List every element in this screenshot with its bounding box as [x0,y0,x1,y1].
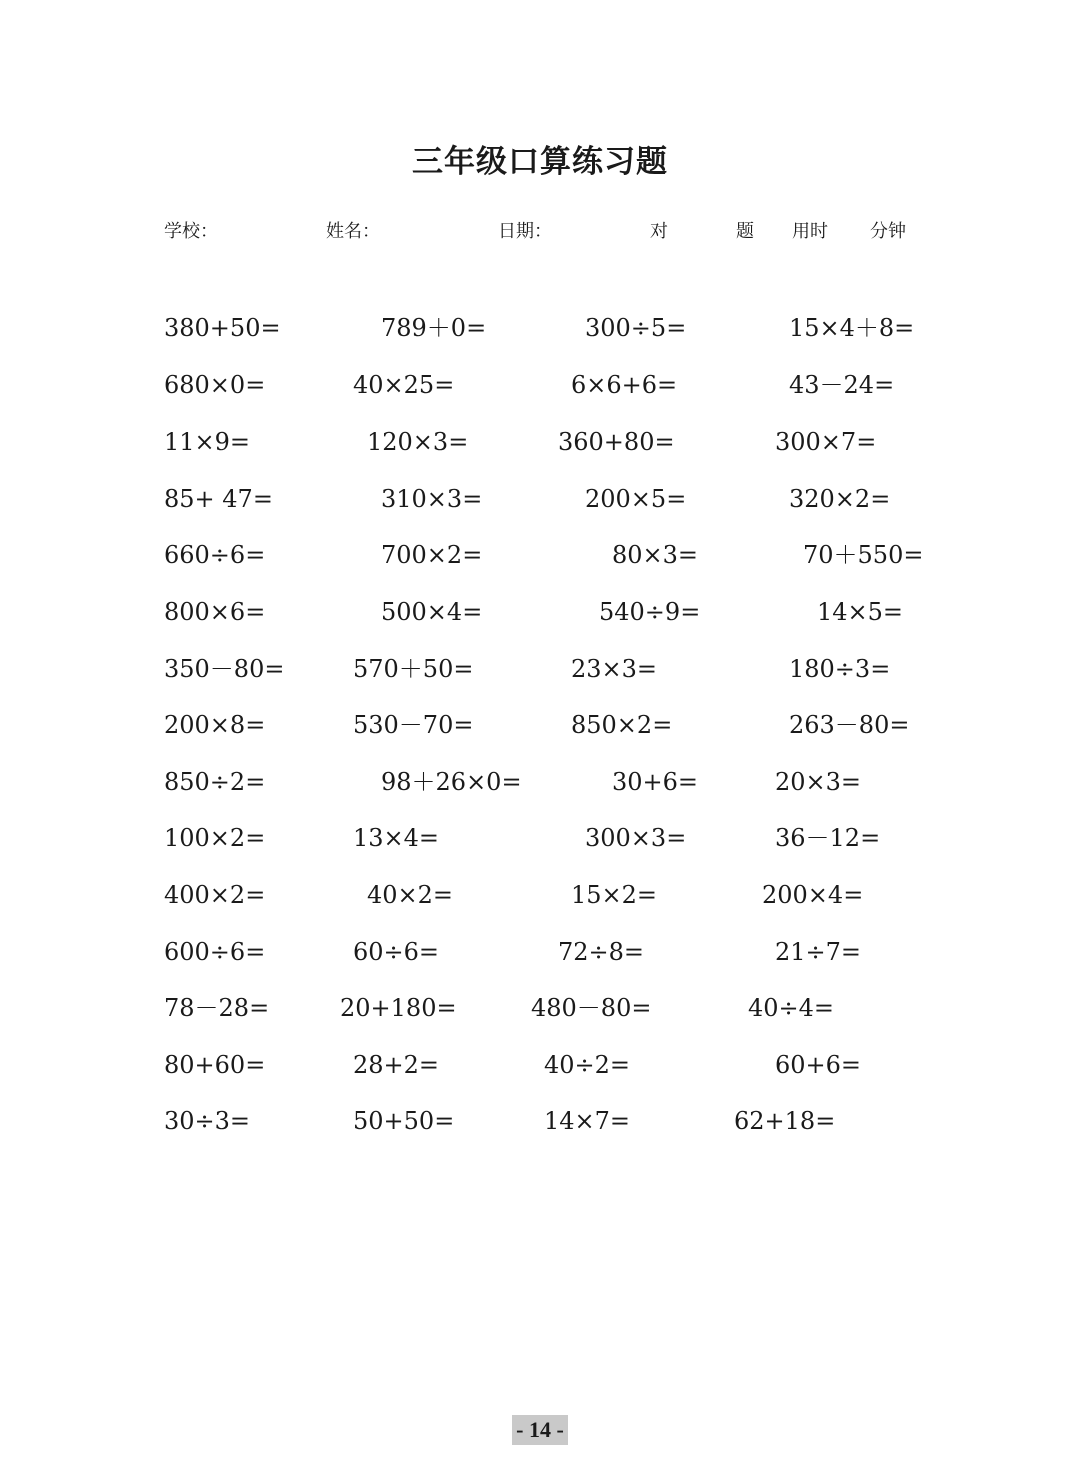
problem-item: 570＋50= [353,655,474,683]
problem-item: 40×2= [367,881,454,909]
problem-item: 62+18= [734,1107,836,1135]
correct-label: 对 [650,221,668,242]
problem-item: 15×2= [571,881,658,909]
problem-item: 70＋550= [803,541,924,569]
problem-item: 263－80= [789,711,910,739]
problem-item: 480－80= [531,994,652,1022]
problem-item: 28+2= [353,1051,440,1079]
problem-item: 20+180= [340,994,457,1022]
problem-item: 80+60= [164,1051,266,1079]
problem-item: 30÷3= [164,1107,251,1135]
problem-item: 300×7= [775,428,877,456]
problem-item: 200×4= [762,881,864,909]
problem-item: 360+80= [558,428,675,456]
problem-item: 14×5= [817,598,904,626]
problem-item: 320×2= [789,485,891,513]
problem-item: 21÷7= [775,938,862,966]
problem-item: 850÷2= [164,768,266,796]
problem-item: 13×4= [353,824,440,852]
questions-label: 题 [736,221,754,242]
problem-item: 850×2= [571,711,673,739]
problem-item: 400×2= [164,881,266,909]
problem-item: 30+6= [612,768,699,796]
problem-item: 78－28= [164,994,270,1022]
problem-item: 600÷6= [164,938,266,966]
problem-item: 660÷6= [164,541,266,569]
problem-item: 80×3= [612,541,699,569]
problem-item: 40÷2= [544,1051,631,1079]
problem-item: 36－12= [775,824,881,852]
problem-item: 300÷5= [585,314,687,342]
problem-item: 180÷3= [789,655,891,683]
worksheet-title: 三年级口算练习题 [412,144,668,180]
page-number: - 14 - [512,1415,568,1445]
problem-item: 380+50= [164,314,281,342]
problem-item: 700×2= [381,541,483,569]
problem-item: 14×7= [544,1107,631,1135]
problem-item: 98＋26×0= [381,768,522,796]
minutes-label: 分钟 [870,221,906,242]
problem-item: 540÷9= [599,598,701,626]
problem-item: 43－24= [789,371,895,399]
problem-item: 20×3= [775,768,862,796]
problem-item: 100×2= [164,824,266,852]
problem-item: 200×5= [585,485,687,513]
problem-item: 23×3= [571,655,658,683]
problem-item: 85+ 47= [164,485,273,513]
problem-item: 310×3= [381,485,483,513]
problem-item: 800×6= [164,598,266,626]
problem-item: 6×6+6= [571,371,678,399]
problem-item: 50+50= [353,1107,455,1135]
problem-item: 60+6= [775,1051,862,1079]
problem-item: 40÷4= [748,994,835,1022]
name-label: 姓名： [326,221,380,242]
problem-item: 60÷6= [353,938,440,966]
problem-item: 680×0= [164,371,266,399]
problem-item: 40×25= [353,371,455,399]
problem-item: 500×4= [381,598,483,626]
problem-item: 350－80= [164,655,285,683]
problem-item: 11×9= [164,428,251,456]
school-label: 学校： [164,221,218,242]
date-label: 日期： [498,221,552,242]
problem-item: 300×3= [585,824,687,852]
time-used-label: 用时 [792,221,828,242]
problem-item: 200×8= [164,711,266,739]
problem-item: 72÷8= [558,938,645,966]
problem-item: 15×4＋8= [789,314,915,342]
problem-item: 789＋0= [381,314,487,342]
problem-item: 120×3= [367,428,469,456]
problem-item: 530－70= [353,711,474,739]
